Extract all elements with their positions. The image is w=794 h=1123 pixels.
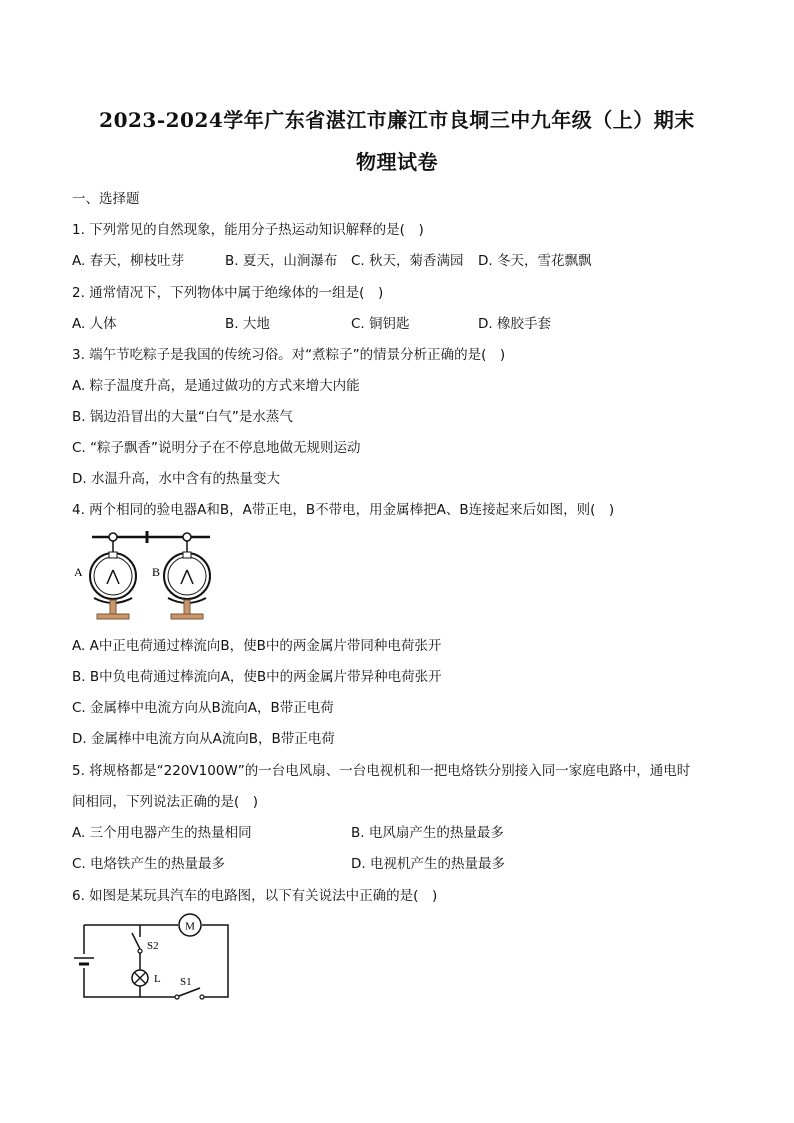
label-a: A: [74, 565, 83, 579]
lamp-symbol: [132, 970, 148, 986]
lamp-label: L: [154, 973, 161, 985]
exam-title-line2: 物理试卷: [356, 150, 438, 174]
q5-option-b: B. 电风扇产生的热量最多: [351, 825, 504, 841]
q4-option-a: A. A中正电荷通过棒流向B，使B中的两金属片带同种电荷张开: [72, 638, 442, 654]
q5-stem-line2: 间相同，下列说法正确的是( ): [72, 794, 259, 810]
q2-option-c: C. 铜钥匙: [351, 316, 410, 332]
q1-option-a: A. 春天，柳枝吐芽: [72, 253, 185, 269]
q3-option-c: C. “粽子飘香”说明分子在不停息地做无规则运动: [72, 440, 361, 456]
electroscope-figure: [72, 528, 222, 624]
electroscope-b: [164, 533, 210, 619]
q3-option-a: A. 粽子温度升高，是通过做功的方式来增大内能: [72, 378, 360, 394]
q2-option-a: A. 人体: [72, 316, 117, 332]
s1-label: S1: [180, 976, 192, 988]
q5-option-c: C. 电烙铁产生的热量最多: [72, 856, 226, 872]
q6-stem: 6. 如图是某玩具汽车的电路图，以下有关说法中正确的是( ): [72, 888, 438, 904]
q1-stem: 1. 下列常见的自然现象，能用分子热运动知识解释的是( ): [72, 222, 424, 238]
motor-symbol: [179, 914, 201, 936]
exam-title-line1: 2023-2024学年广东省湛江市廉江市良垌三中九年级（上）期末: [99, 108, 695, 132]
switch-s1: [175, 988, 204, 999]
q2-option-b: B. 大地: [225, 316, 270, 332]
label-b: B: [152, 565, 161, 579]
q1-option-b: B. 夏天，山涧瀑布: [225, 253, 338, 269]
q3-option-d: D. 水温升高，水中含有的热量变大: [72, 471, 280, 487]
s2-label: S2: [147, 940, 159, 952]
q2-option-d: D. 橡胶手套: [478, 316, 551, 332]
q4-option-d: D. 金属棒中电流方向从A流向B，B带正电荷: [72, 731, 335, 747]
q5-stem-line1: 5. 将规格都是“220V100W”的一台电风扇、一台电视机和一把电烙铁分别接入同一家庭电路中，通电时: [72, 763, 691, 779]
section-heading: 一、选择题: [72, 191, 140, 207]
q3-option-b: B. 锅边沿冒出的大量“白气”是水蒸气: [72, 409, 293, 425]
q1-option-d: D. 冬天，雪花飘飘: [478, 253, 592, 269]
battery-symbol: [74, 958, 94, 964]
q2-stem: 2. 通常情况下，下列物体中属于绝缘体的一组是( ): [72, 285, 384, 301]
q1-option-c: C. 秋天，菊香满园: [351, 253, 464, 269]
electroscope-a: [90, 533, 136, 619]
q4-option-b: B. B中负电荷通过棒流向A，使B中的两金属片带异种电荷张开: [72, 669, 442, 685]
q4-option-c: C. 金属棒中电流方向从B流向A，B带正电荷: [72, 700, 334, 716]
q5-option-d: D. 电视机产生的热量最多: [351, 856, 505, 872]
q3-stem: 3. 端午节吃粽子是我国的传统习俗。对“煮粽子”的情景分析正确的是( ): [72, 347, 506, 363]
q4-stem: 4. 两个相同的验电器A和B，A带正电，B不带电，用金属棒把A、B连接起来后如图，则( ): [72, 502, 615, 518]
toy-car-circuit-diagram: [70, 911, 235, 1003]
motor-label: M: [185, 920, 195, 933]
q5-option-a: A. 三个用电器产生的热量相同: [72, 825, 252, 841]
